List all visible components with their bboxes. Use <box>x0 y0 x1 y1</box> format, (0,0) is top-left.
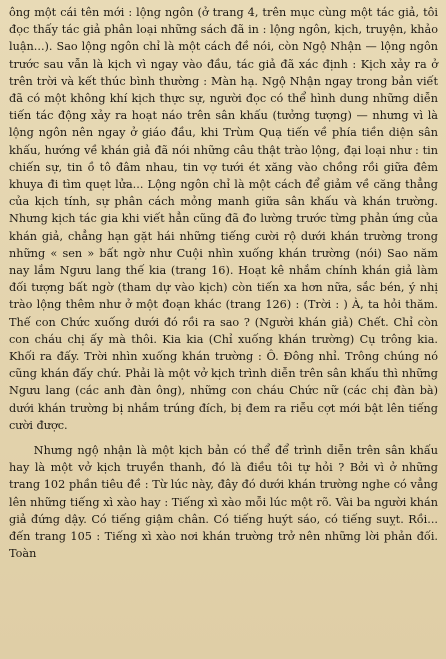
paragraph-1: ông một cái tên mới : lộng ngôn (ở trang 4, trên mục cùng một tác giả, tôi đọc thấy tác giả phân loại những sách đã in : lộng ngôn, kịch, truyện, khảo luận...). Sao lộng ngôn chỉ là một cách đề nói, còn Ngộ Nhận — lộng ngôn trước sau vẫn là kịch vì ngay vào đầu, tác giả đã xác định : Kịch xảy ra ở trên trời và kết thúc bình thường : Màn hạ. Ngộ Nhận ngay trong bản viết đã có một không khí kịch thực sự, người đọc có thể hình dung những diễn tiến tác động xảy ra hoạt náo trên sân khấu (tưởng tượng) — nhưng vì là lộng ngôn nên ngay ở giáo đầu, khi Trùm Quạ tiến về phía tiền diện sân khấu, hướng về khán giả đã nói những câu thật trào lộng, đại loại như : tin chiến sự, tin ồ tô đâm nhau, tin vợ tưới ét xăng vào chồng rồi giữa đêm khuya đi tìm quẹt lửa... Lộng ngôn chỉ là một cách để giảm về căng thẳng của kịch tính, sự phân cách mỏng manh giữa sân khấu và khán trường. Nhưng kịch tác gia khi viết hẳn cũng đã đo lường trước từng phản ứng của khán giả, chẳng hạn gặt hái những tiếng cười rộ dưới khán trường trong những « sen » bất ngờ như Cuội nhìn xuống khán trường (nói) Sao năm nay lắm Ngưu lang thế kia (trang 16). Hoạt kê nhắm chính khán giả làm đối tượng bất ngờ (tham dự vào kịch) còn tiến xa hơn nữa, sắc bén, ý nhị trào lộng thêm như ở một đoạn khác (trang 126) : (Trời : ) À, ta hỏi thăm. Thế con Chức xuống dưới đó rồi ra sao ? (Người khán giả) Chết. Chỉ còn con cháu chị ấy mà thôi. Kia kia (Chỉ xuống khán trường) Cụ trông kia. Khối ra đấy. Trời nhìn xuống khán trường : Ô. Đông nhỉ. Trông chúng nó cũng khán đấy chứ. Phải là một vở kịch trình diễn trên sân khấu thì những Ngưu lang (các anh đàn ông), những con cháu Chức nữ (các chị đàn bà) dưới khán trường bị nhắm trúng đích, bị đem ra riễu cợt mới bật lên tiếng cười được. <box>9 6 438 432</box>
paragraph-2: Nhưng ngộ nhận là một kịch bản có thể để trình diễn trên sân khấu hay là một vở kịch truyền thanh, đó là điều tôi tự hỏi ? Bởi vì ở những trang 102 phần tiêu đề : Từ lúc này, đây đó dưới khán trường nghe có vẳng lên những tiếng xì xào hay : Tiếng xì xào mỗi lúc một rõ. Vài ba người khán giả đứng dậy. Có tiếng giậm chân. Có tiếng huýt sáo, có tiếng suỵt. Rồi... đến trang 105 : Tiếng xì xào nơi khán trường trở nên những lời phản đối. Toàn <box>9 444 438 561</box>
